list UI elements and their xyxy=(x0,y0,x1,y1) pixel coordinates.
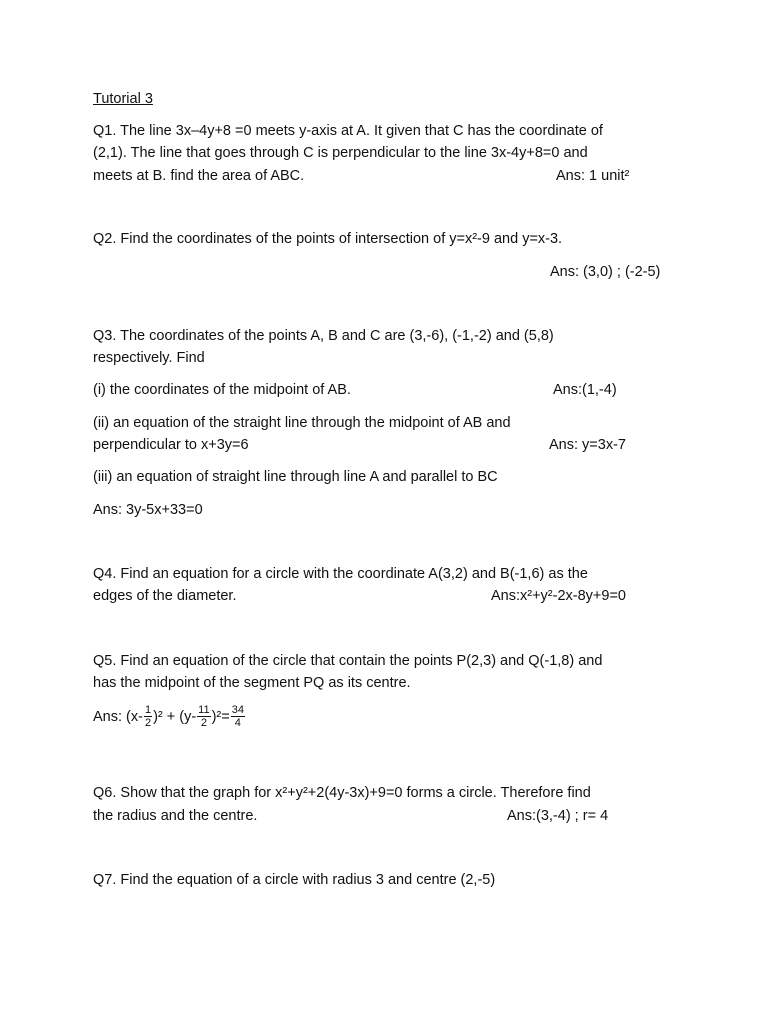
q1-line-1: Q1. The line 3x–4y+8 =0 meets y-axis at A. It given that C has the coordinate of xyxy=(93,123,603,139)
q5-line-1: Q5. Find an equation of the circle that contain the points P(2,3) and Q(-1,8) and xyxy=(93,653,603,669)
q3-part-2-line-1: (ii) an equation of the straight line through the midpoint of AB and xyxy=(93,415,511,431)
q5-answer-prefix: Ans: (x- xyxy=(93,708,143,725)
q5-fraction-1-denominator: 2 xyxy=(144,717,152,729)
q5-fraction-1-numerator: 1 xyxy=(144,704,152,716)
q4-line-1: Q4. Find an equation for a circle with the coordinate A(3,2) and B(-1,6) as the xyxy=(93,566,588,582)
q3-line-2: respectively. Find xyxy=(93,350,205,366)
q1-answer: Ans: 1 unit² xyxy=(556,168,630,184)
q5-answer-equals: )²= xyxy=(211,708,230,725)
q5-fraction-1 xyxy=(144,704,152,729)
q3-part-3-answer: Ans: 3y-5x+33=0 xyxy=(93,502,203,518)
q3-part-1-answer: Ans:(1,-4) xyxy=(553,382,617,398)
q4-line-2: edges of the diameter. xyxy=(93,588,237,604)
q3-part-3: (iii) an equation of straight line through line A and parallel to BC xyxy=(93,469,498,485)
q3-line-1: Q3. The coordinates of the points A, B and C are (3,-6), (-1,-2) and (5,8) xyxy=(93,328,554,344)
q1-line-2: (2,1). The line that goes through C is perpendicular to the line 3x-4y+8=0 and xyxy=(93,145,588,161)
page-title: Tutorial 3 xyxy=(93,91,153,107)
q6-answer: Ans:(3,-4) ; r= 4 xyxy=(507,808,609,824)
q2-answer: Ans: (3,0) ; (-2-5) xyxy=(550,264,661,280)
q1-line-3: meets at B. find the area of ABC. xyxy=(93,168,305,184)
q6-line-1: Q6. Show that the graph for x²+y²+2(4y-3x)+9=0 forms a circle. Therefore find xyxy=(93,785,591,801)
q3-part-2-answer: Ans: y=3x-7 xyxy=(549,437,626,453)
q5-answer-middle: )² + (y- xyxy=(153,708,197,725)
q5-fraction-2-denominator: 2 xyxy=(200,717,207,729)
q5-fraction-2 xyxy=(197,704,210,729)
q3-part-2-line-2: perpendicular to x+3y=6 xyxy=(93,437,249,453)
q5-fraction-3-numerator: 34 xyxy=(231,704,244,716)
q5-answer xyxy=(93,704,246,729)
q7-line-1: Q7. Find the equation of a circle with radius 3 and centre (2,-5) xyxy=(93,872,496,888)
q2-line-1: Q2. Find the coordinates of the points of intersection of y=x²-9 and y=x-3. xyxy=(93,231,563,247)
q5-fraction-3-denominator: 4 xyxy=(234,717,241,729)
q3-part-1: (i) the coordinates of the midpoint of AB. xyxy=(93,382,351,398)
q5-fraction-2-numerator: 11 xyxy=(198,704,210,716)
q5-fraction-3 xyxy=(231,704,245,729)
q6-line-2: the radius and the centre. xyxy=(93,808,258,824)
q5-line-2: has the midpoint of the segment PQ as its centre. xyxy=(93,675,411,691)
q4-answer: Ans:x²+y²-2x-8y+9=0 xyxy=(491,588,626,604)
